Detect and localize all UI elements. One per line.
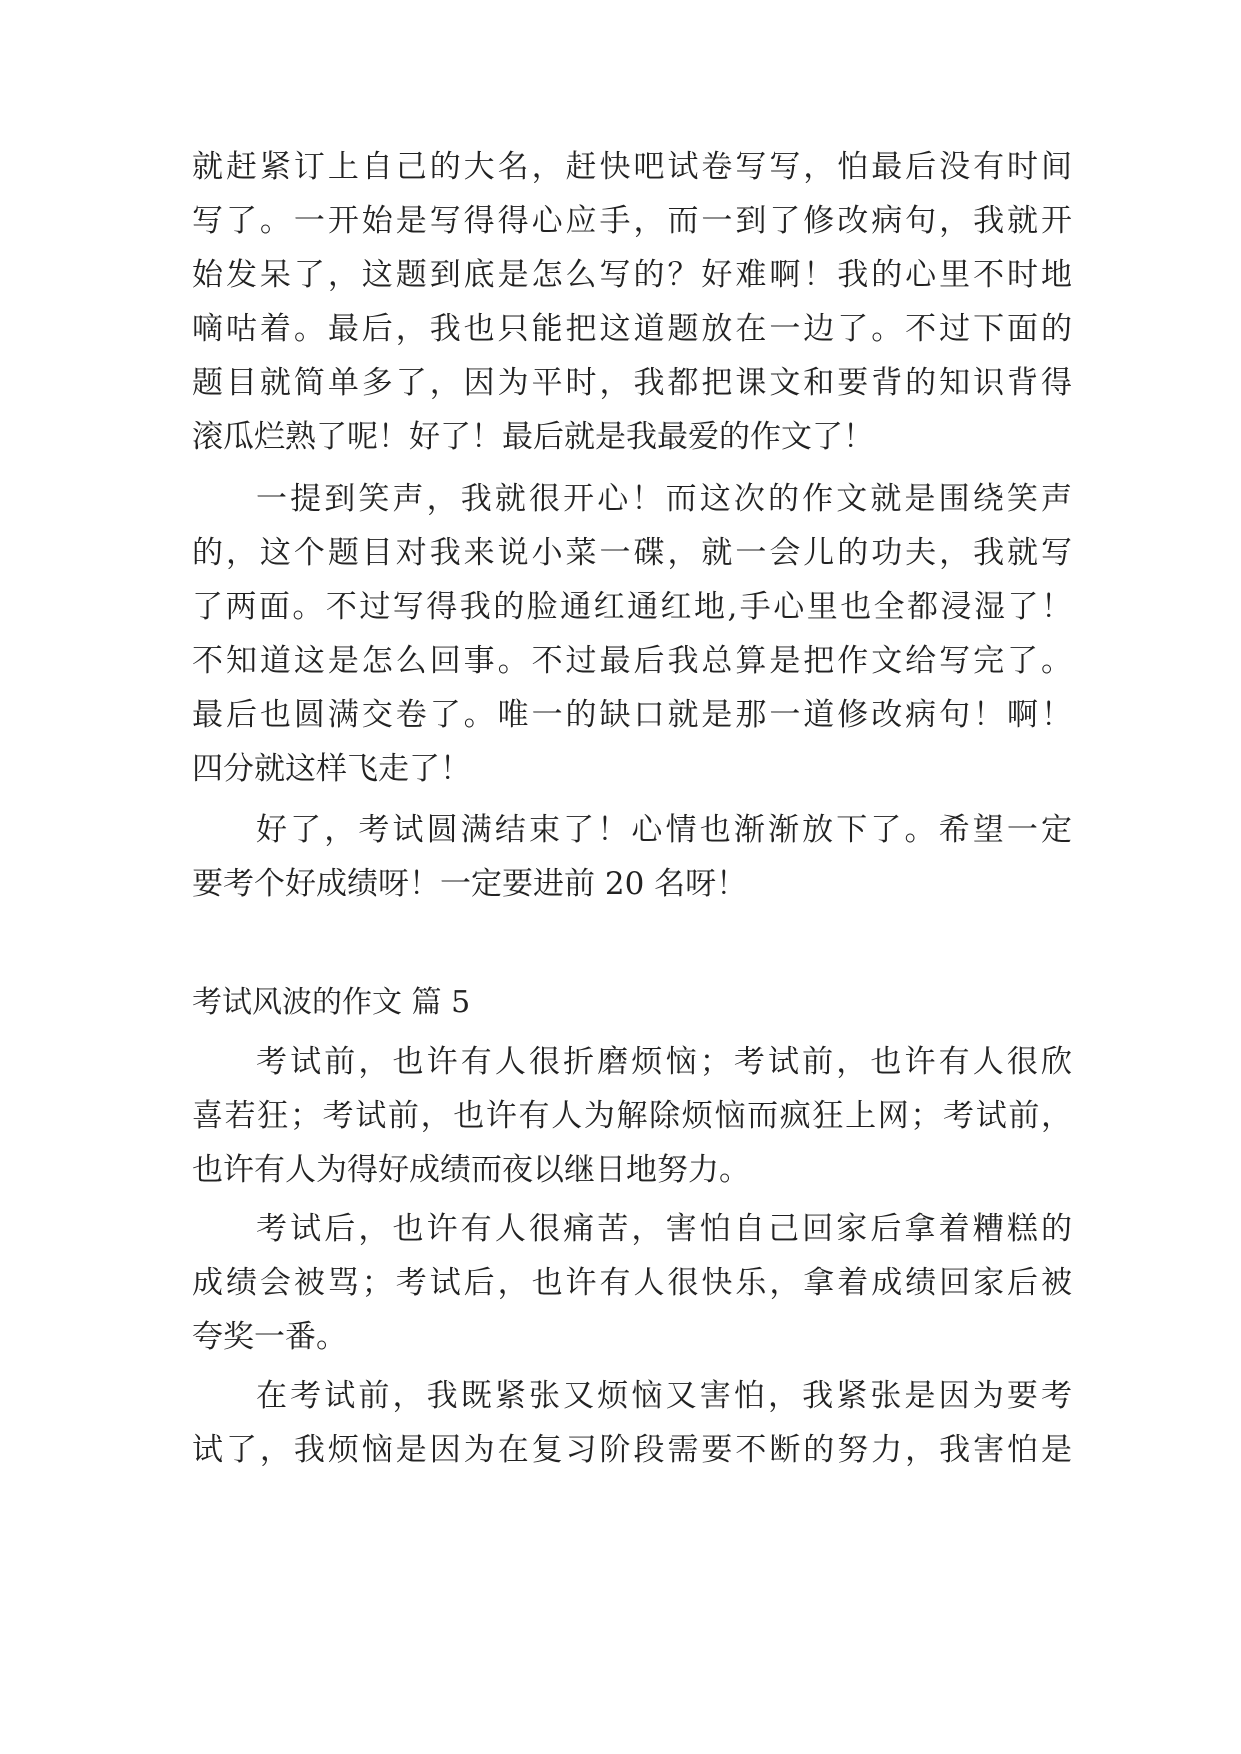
body-text-line: 夸奖一番。: [192, 1319, 347, 1355]
paragraph-first-line: 在考试前，我既紧张又烦恼又害怕，我紧张是因为要考: [256, 1378, 1072, 1414]
body-text-line: 嘀咕着。最后，我也只能把这道题放在一边了。不过下面的: [192, 311, 1072, 347]
body-text-line: 的，这个题目对我来说小菜一碟，就一会儿的功夫，我就写: [192, 535, 1072, 571]
paragraph-first-line: 一提到笑声，我就很开心！而这次的作文就是围绕笑声: [256, 481, 1072, 517]
paragraph-first-line: 好了，考试圆满结束了！心情也渐渐放下了。希望一定: [256, 812, 1072, 848]
body-text-line: 试了，我烦恼是因为在复习阶段需要不断的努力，我害怕是: [192, 1432, 1072, 1468]
body-text-line: 了两面。不过写得我的脸通红通红地,手心里也全都浸湿了！: [192, 589, 1072, 625]
paragraph-first-line: 考试后，也许有人很痛苦，害怕自己回家后拿着糟糕的: [256, 1211, 1072, 1247]
body-text-line: 题目就简单多了，因为平时，我都把课文和要背的知识背得: [192, 365, 1072, 401]
section-heading: 考试风波的作文 篇 5: [192, 985, 471, 1020]
body-text-line: 要考个好成绩呀！一定要进前 20 名呀！: [192, 866, 748, 902]
body-text-line: 最后也圆满交卷了。唯一的缺口就是那一道修改病句！啊！: [192, 697, 1072, 733]
body-text-line: 滚瓜烂熟了呢！好了！最后就是我最爱的作文了！: [192, 419, 874, 455]
body-text-line: 写了。一开始是写得得心应手，而一到了修改病句，我就开: [192, 203, 1072, 239]
body-text-line: 成绩会被骂；考试后，也许有人很快乐，拿着成绩回家后被: [192, 1265, 1072, 1301]
body-text-line: 不知道这是怎么回事。不过最后我总算是把作文给写完了。: [192, 643, 1072, 679]
paragraph-first-line: 考试前，也许有人很折磨烦恼；考试前，也许有人很欣: [256, 1044, 1072, 1080]
body-text-line: 喜若狂；考试前，也许有人为解除烦恼而疯狂上网；考试前，: [192, 1098, 1072, 1134]
body-text-line: 也许有人为得好成绩而夜以继日地努力。: [192, 1152, 750, 1188]
body-text-line: 四分就这样飞走了！: [192, 751, 471, 787]
body-text-line: 始发呆了，这题到底是怎么写的？好难啊！我的心里不时地: [192, 257, 1072, 293]
body-text-line: 就赶紧订上自己的大名，赶快吧试卷写写，怕最后没有时间: [192, 149, 1072, 185]
